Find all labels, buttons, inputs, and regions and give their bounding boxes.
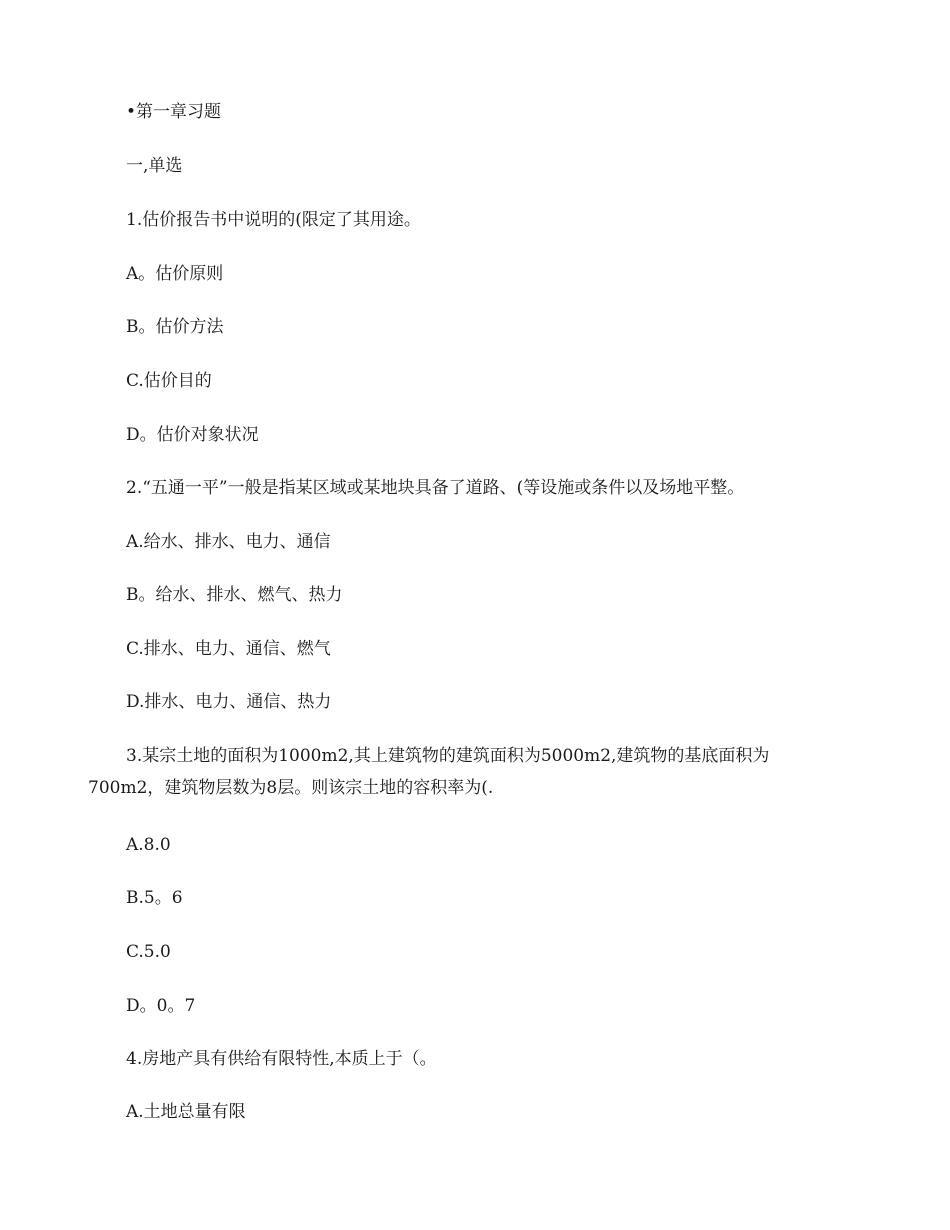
question-2-option-d: D.排水、电力、通信、热力 (126, 692, 332, 712)
question-3-option-b: B.5。6 (126, 888, 183, 908)
question-3-stem: 3.某宗土地的面积为1000m2,其上建筑物的建筑面积为5000m2,建筑物的基底面积为700m2，建筑物层数为8层。则该宗土地的容积率为(. (88, 746, 770, 798)
question-1-option-c: C.估价目的 (126, 371, 212, 391)
question-2-option-b: B。给水、排水、燃气、热力 (126, 585, 343, 605)
section-title: 一,单选 (126, 156, 183, 176)
question-2-option-a: A.给水、排水、电力、通信 (126, 532, 331, 552)
question-3-option-c: C.5.0 (126, 942, 171, 962)
question-1-option-b: B。估价方法 (126, 317, 224, 337)
question-4-option-a: A.土地总量有限 (126, 1102, 246, 1122)
question-2-stem: 2.“五通一平”一般是指某区域或某地块具备了道路、(等设施或条件以及场地平整。 (126, 478, 745, 498)
chapter-title: •第一章习题 (126, 102, 222, 122)
question-3-option-d: D。0。7 (126, 996, 196, 1016)
question-1-option-a: A。估价原则 (126, 264, 224, 284)
question-1-stem: 1.估价报告书中说明的(限定了其用途。 (126, 210, 421, 230)
question-4-stem: 4.房地产具有供给有限特性,本质上于（。 (126, 1049, 437, 1069)
question-1-option-d: D。估价对象状况 (126, 425, 259, 445)
question-3-option-a: A.8.0 (126, 835, 171, 855)
question-2-option-c: C.排水、电力、通信、燃气 (126, 639, 331, 659)
